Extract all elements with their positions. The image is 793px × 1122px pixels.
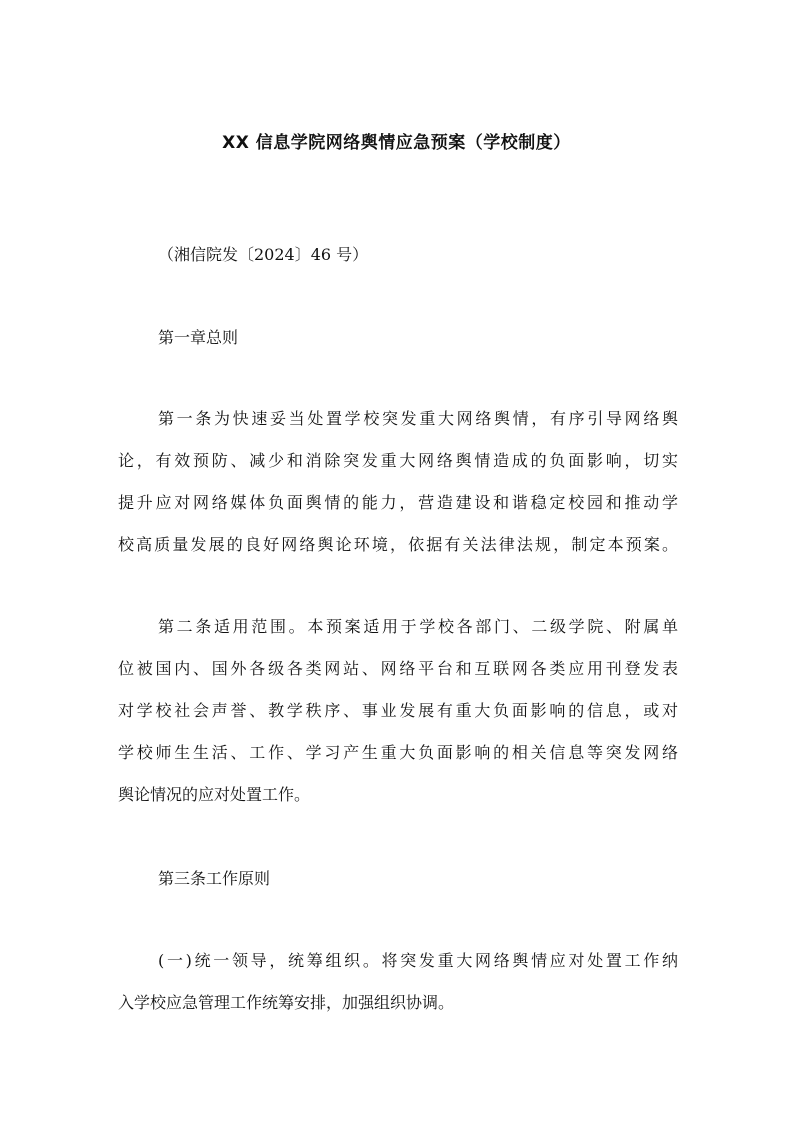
article2-line-4: 学校师生生活、工作、学习产生重大负面影响的相关信息等突发网络 bbox=[118, 743, 678, 762]
article2-line-2: 位被国内、国外各级各类网站、网络平台和互联网各类应用刊登发表 bbox=[118, 659, 678, 678]
article2-line-5: 舆论情况的应对处置工作。 bbox=[118, 785, 311, 804]
document-title: XX 信息学院网络舆情应急预案（学校制度） bbox=[222, 133, 571, 153]
article1-line-4: 校高质量发展的良好网络舆论环境，依据有关法律法规，制定本预案。 bbox=[118, 535, 678, 554]
article3-heading: 第三条工作原则 bbox=[158, 869, 271, 888]
article2-line-3: 对学校社会声誉、教学秩序、事业发展有重大负面影响的信息，或对 bbox=[118, 701, 678, 720]
document-number: （湘信院发〔2024〕46 号） bbox=[158, 245, 369, 264]
article2-line-1: 第二条适用范围。本预案适用于学校各部门、二级学院、附属单 bbox=[158, 617, 678, 636]
principle1-line-2: 入学校应急管理工作统筹安排，加强组织协调。 bbox=[118, 993, 455, 1012]
chapter-heading: 第一章总则 bbox=[158, 328, 239, 347]
principle1-line-1: (一)统一领导，统筹组织。将突发重大网络舆情应对处置工作纳 bbox=[158, 951, 678, 970]
article1-line-3: 提升应对网络媒体负面舆情的能力，营造建设和谐稳定校园和推动学 bbox=[118, 493, 678, 512]
article1-line-2: 论，有效预防、减少和消除突发重大网络舆情造成的负面影响，切实 bbox=[118, 451, 678, 470]
article1-line-1: 第一条为快速妥当处置学校突发重大网络舆情，有序引导网络舆 bbox=[158, 409, 678, 428]
